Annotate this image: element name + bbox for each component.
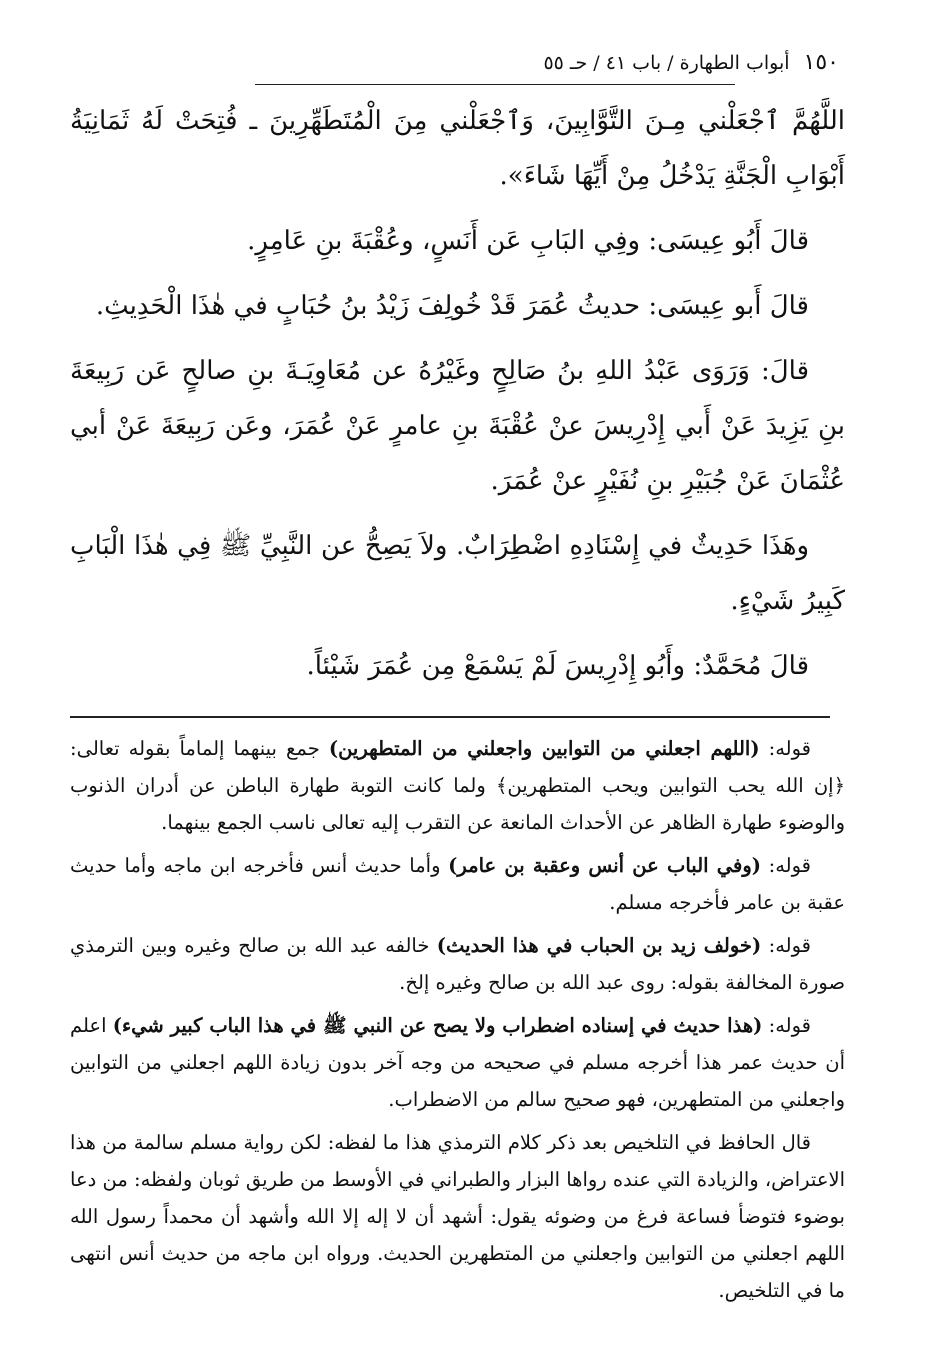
main-paragraph: وهَذَا حَدِيثٌ في إِسْنَادِهِ اضْطِرَابٌ. ولاَ يَصِحُّ عن النَّبِيِّ ﷺ فِي هٰذَا الْبَابِ كَبِيرُ شَيْءٍ. xyxy=(70,531,845,616)
note-paragraph xyxy=(70,927,845,1001)
running-title: أبواب الطهارة / باب ٤١ / حـ ٥٥ xyxy=(543,52,790,74)
note-lead: قوله: xyxy=(761,934,811,957)
note-body: جمع بينهما إلماماً بقوله تعالى: ﴿إن الله يحب التوابين ويحب المتطهرين﴾ ولما كانت التوبة طهارة الباطن عن أدران الذنوب والوضوء طهارة الظاهر عن الأحداث المانعة عن التقرب إليه تعالى ناسب الجمع بينهما. xyxy=(70,737,845,834)
main-paragraph: قالَ: وَرَوَى عَبْدُ اللهِ بنُ صَالِحٍ وغَيْرُهُ عن مُعَاوِيَـةَ بنِ صالحٍ عَن رَبِيعَةَ بنِ يَزِيدَ عَنْ أَبي إِدْرِيسَ عنْ عُقْبَةَ بنِ عامرٍ عَنْ عُمَرَ، وعَن رَبِيعَةَ عَنْ أبي عُثْمَانَ عَنْ جُبَيْرِ بنِ نُفَيْرٍ عنْ عُمَرَ. xyxy=(70,356,845,496)
main-paragraph: اللَّهُمَّ ٱجْعَلْني مِـنَ التَّوَّابِينَ، وَٱجْعَلْني مِنَ الْمُتَطَهِّرِينَ ـ فُتِحَتْ لَهُ ثَمَانِيَةُ أَبْوَابِ الْجَنَّةِ يَدْخُلُ مِنْ أَيِّهَا شَاءَ». xyxy=(70,106,845,191)
commentary-notes xyxy=(70,730,845,1309)
note-lead: قوله: xyxy=(761,854,811,877)
note-body: خالفه عبد الله بن صالح وغيره وبين الترمذي صورة المخالفة بقوله: روى عبد الله بن صالح وغيره إلخ. xyxy=(70,934,845,994)
note-paragraph: قال الحافظ في التلخيص بعد ذكر كلام الترمذي هذا ما لفظه: لكن رواية مسلم سالمة من هذا الاعتراض، والزيادة التي عنده رواها البزار والطبراني في الأوسط من طريق ثوبان ولفظه: من دعا بوضوء فتوضأ فساعة فرغ من وضوئه يقول: أشهد أن لا إله إلا الله وأشهد أن محمداً رسول الله اللهم اجعلني من التوابين واجعلني من المتطهرين الحديث. ورواه ابن ماجه من حديث أنس انتهى ما في التلخيص. xyxy=(70,1131,845,1302)
note-quote: (خولف زيد بن الحباب في هذا الحديث) xyxy=(436,934,762,957)
main-text xyxy=(70,94,845,694)
main-paragraph: قالَ مُحَمَّدٌ: وأَبُو إِدْرِيسَ لَمْ يَسْمَعْ مِن عُمَرَ شَيْئاً. xyxy=(306,651,809,681)
footnote-separator xyxy=(70,716,830,718)
note-quote: (اللهم اجعلني من التوابين واجعلني من المتطهرين) xyxy=(328,737,760,760)
note-lead: قوله: xyxy=(762,1014,812,1037)
note-body: وأما حديث أنس فأخرجه ابن ماجه وأما حديث عقبة بن عامر فأخرجه مسلم. xyxy=(70,854,845,914)
note-quote: (وفي الباب عن أنس وعقبة بن عامر) xyxy=(448,854,761,877)
note-body: اعلم أن حديث عمر هذا أخرجه مسلم في صحيحه من وجه آخر بدون زيادة اللهم اجعلني من التوابين واجعلني من المتطهرين، فهو صحيح سالم من الاضطراب. xyxy=(70,1014,845,1111)
main-paragraph: قالَ أَبُو عِيسَى: وفِي البَابِ عَن أَنَسٍ، وعُقْبَةَ بنِ عَامِرٍ. xyxy=(247,226,809,256)
note-lead: قوله: xyxy=(759,737,812,760)
note-quote: (هذا حديث في إسناده اضطراب ولا يصح عن النبي ﷺ في هذا الباب كبير شيء) xyxy=(112,1014,763,1037)
note-paragraph xyxy=(70,730,845,841)
note-paragraph xyxy=(70,847,845,921)
book-page xyxy=(70,50,845,1315)
header-rule xyxy=(255,84,735,85)
page-number: ١٥٠ xyxy=(803,50,839,75)
note-paragraph xyxy=(70,1007,845,1118)
main-paragraph: قالَ أَبو عِيسَى: حديثُ عُمَرَ قَدْ خُولِفَ زَيْدُ بنُ حُبَابٍ في هٰذَا الْحَدِيثِ. xyxy=(95,291,809,321)
running-header xyxy=(70,50,845,82)
